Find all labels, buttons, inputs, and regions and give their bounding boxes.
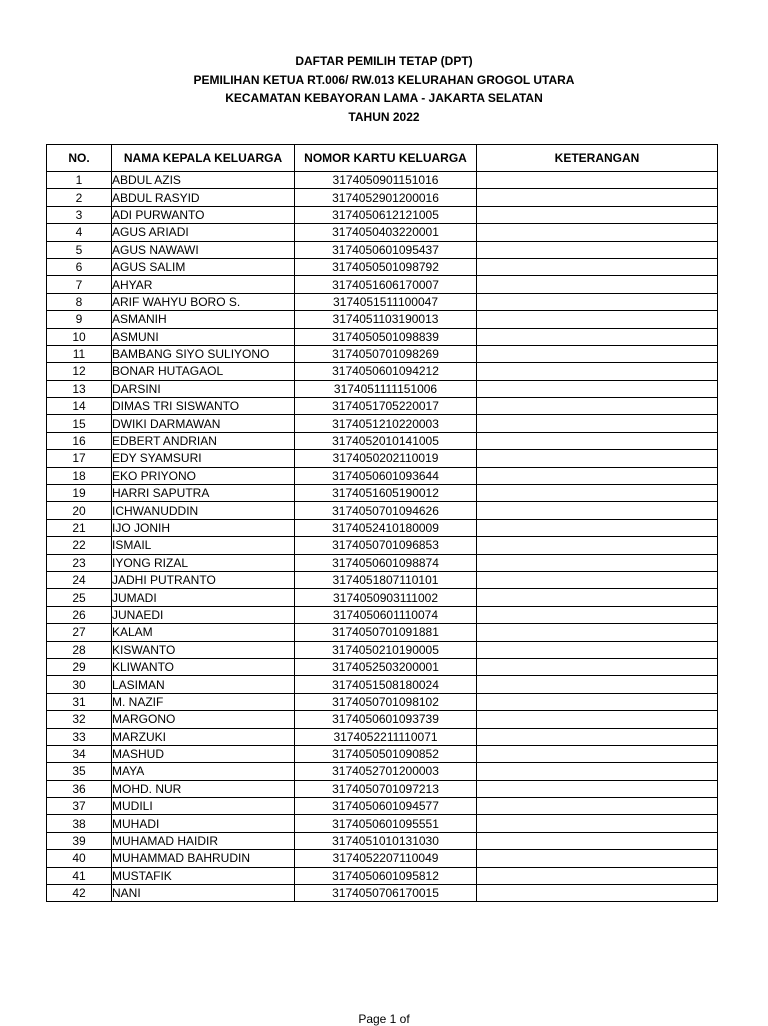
- remarks-cell: [477, 328, 718, 345]
- family-card-number-cell: 3174052010141005: [295, 432, 477, 449]
- head-of-family-name-cell: ASMUNI: [112, 328, 295, 345]
- table-row: [47, 832, 718, 849]
- table-body: [47, 172, 718, 902]
- family-card-number-cell: 3174050612121005: [295, 206, 477, 223]
- remarks-cell: [477, 432, 718, 449]
- head-of-family-name-cell: AHYAR: [112, 276, 295, 293]
- head-of-family-name-cell: MUHADI: [112, 815, 295, 832]
- head-of-family-name-cell: DWIKI DARMAWAN: [112, 415, 295, 432]
- title-line-2: PEMILIHAN KETUA RT.006/ RW.013 KELURAHAN GROGOL UTARA: [193, 72, 575, 87]
- head-of-family-name-cell: HARRI SAPUTRA: [112, 485, 295, 502]
- table-row: [47, 867, 718, 884]
- row-number-cell: 26: [47, 606, 112, 623]
- row-number-cell: 7: [47, 276, 112, 293]
- remarks-cell: [477, 206, 718, 223]
- table-row: [47, 763, 718, 780]
- table-row: [47, 658, 718, 675]
- family-card-number-cell: 3174052211110071: [295, 728, 477, 745]
- table-row: [47, 711, 718, 728]
- row-number-cell: 14: [47, 398, 112, 415]
- row-number-cell: 9: [47, 311, 112, 328]
- family-card-number-cell: 3174050701094626: [295, 502, 477, 519]
- table-row: [47, 571, 718, 588]
- row-number-cell: 24: [47, 571, 112, 588]
- remarks-cell: [477, 189, 718, 206]
- remarks-cell: [477, 885, 718, 902]
- remarks-cell: [477, 728, 718, 745]
- family-card-number-cell: 3174051111151006: [295, 380, 477, 397]
- remarks-cell: [477, 450, 718, 467]
- head-of-family-name-cell: JUNAEDI: [112, 606, 295, 623]
- row-number-cell: 11: [47, 345, 112, 362]
- row-number-cell: 5: [47, 241, 112, 258]
- table-row: [47, 311, 718, 328]
- remarks-cell: [477, 485, 718, 502]
- table-row: [47, 798, 718, 815]
- title-line-3: KECAMATAN KEBAYORAN LAMA - JAKARTA SELATAN: [225, 91, 543, 105]
- head-of-family-name-cell: ABDUL AZIS: [112, 172, 295, 189]
- remarks-cell: [477, 606, 718, 623]
- family-card-number-cell: 3174051511100047: [295, 293, 477, 310]
- table-row: [47, 780, 718, 797]
- family-card-number-cell: 3174050706170015: [295, 885, 477, 902]
- family-card-number-cell: 3174050601094212: [295, 363, 477, 380]
- head-of-family-name-cell: IJO JONIH: [112, 519, 295, 536]
- family-card-number-cell: 3174052901200016: [295, 189, 477, 206]
- remarks-cell: [477, 745, 718, 762]
- row-number-cell: 3: [47, 206, 112, 223]
- remarks-cell: [477, 850, 718, 867]
- remarks-cell: [477, 502, 718, 519]
- row-number-cell: 19: [47, 485, 112, 502]
- column-header-no: NO.: [47, 145, 112, 172]
- head-of-family-name-cell: EDBERT ANDRIAN: [112, 432, 295, 449]
- family-card-number-cell: 3174051605190012: [295, 485, 477, 502]
- row-number-cell: 22: [47, 537, 112, 554]
- remarks-cell: [477, 311, 718, 328]
- head-of-family-name-cell: M. NAZIF: [112, 693, 295, 710]
- table-row: [47, 885, 718, 902]
- table-row: [47, 624, 718, 641]
- family-card-number-cell: 3174050501090852: [295, 745, 477, 762]
- remarks-cell: [477, 380, 718, 397]
- family-card-number-cell: 3174050501098839: [295, 328, 477, 345]
- row-number-cell: 20: [47, 502, 112, 519]
- remarks-cell: [477, 798, 718, 815]
- table-row: [47, 502, 718, 519]
- family-card-number-cell: 3174050210190005: [295, 641, 477, 658]
- family-card-number-cell: 3174052503200001: [295, 658, 477, 675]
- table-row: [47, 485, 718, 502]
- table-row: [47, 606, 718, 623]
- row-number-cell: 38: [47, 815, 112, 832]
- family-card-number-cell: 3174050903111002: [295, 589, 477, 606]
- row-number-cell: 1: [47, 172, 112, 189]
- head-of-family-name-cell: LASIMAN: [112, 676, 295, 693]
- family-card-number-cell: 3174050601095437: [295, 241, 477, 258]
- head-of-family-name-cell: JADHI PUTRANTO: [112, 571, 295, 588]
- head-of-family-name-cell: MOHD. NUR: [112, 780, 295, 797]
- row-number-cell: 13: [47, 380, 112, 397]
- family-card-number-cell: 3174050701091881: [295, 624, 477, 641]
- head-of-family-name-cell: ABDUL RASYID: [112, 189, 295, 206]
- head-of-family-name-cell: MASHUD: [112, 745, 295, 762]
- table-header-row: [47, 145, 718, 172]
- table-row: [47, 728, 718, 745]
- head-of-family-name-cell: MUHAMAD HAIDIR: [112, 832, 295, 849]
- family-card-number-cell: 3174050501098792: [295, 258, 477, 275]
- head-of-family-name-cell: BONAR HUTAGAOL: [112, 363, 295, 380]
- row-number-cell: 34: [47, 745, 112, 762]
- table-row: [47, 206, 718, 223]
- row-number-cell: 4: [47, 224, 112, 241]
- table-row: [47, 519, 718, 536]
- family-card-number-cell: 3174051606170007: [295, 276, 477, 293]
- row-number-cell: 42: [47, 885, 112, 902]
- family-card-number-cell: 3174050701098102: [295, 693, 477, 710]
- family-card-number-cell: 3174051210220003: [295, 415, 477, 432]
- head-of-family-name-cell: ARIF WAHYU BORO S.: [112, 293, 295, 310]
- head-of-family-name-cell: MAYA: [112, 763, 295, 780]
- row-number-cell: 41: [47, 867, 112, 884]
- row-number-cell: 17: [47, 450, 112, 467]
- remarks-cell: [477, 519, 718, 536]
- table-row: [47, 189, 718, 206]
- head-of-family-name-cell: AGUS SALIM: [112, 258, 295, 275]
- row-number-cell: 15: [47, 415, 112, 432]
- row-number-cell: 8: [47, 293, 112, 310]
- document-title: [0, 52, 768, 126]
- table-row: [47, 589, 718, 606]
- table-row: [47, 641, 718, 658]
- family-card-number-cell: 3174051508180024: [295, 676, 477, 693]
- row-number-cell: 36: [47, 780, 112, 797]
- remarks-cell: [477, 571, 718, 588]
- head-of-family-name-cell: MARGONO: [112, 711, 295, 728]
- head-of-family-name-cell: NANI: [112, 885, 295, 902]
- remarks-cell: [477, 832, 718, 849]
- head-of-family-name-cell: MARZUKI: [112, 728, 295, 745]
- table-row: [47, 676, 718, 693]
- table-row: [47, 554, 718, 571]
- remarks-cell: [477, 624, 718, 641]
- row-number-cell: 29: [47, 658, 112, 675]
- row-number-cell: 16: [47, 432, 112, 449]
- row-number-cell: 10: [47, 328, 112, 345]
- remarks-cell: [477, 554, 718, 571]
- table-row: [47, 276, 718, 293]
- family-card-number-cell: 3174050601093644: [295, 467, 477, 484]
- row-number-cell: 6: [47, 258, 112, 275]
- remarks-cell: [477, 711, 718, 728]
- head-of-family-name-cell: KISWANTO: [112, 641, 295, 658]
- head-of-family-name-cell: MUSTAFIK: [112, 867, 295, 884]
- remarks-cell: [477, 345, 718, 362]
- row-number-cell: 40: [47, 850, 112, 867]
- title-line-1: DAFTAR PEMILIH TETAP (DPT): [295, 54, 473, 68]
- table-row: [47, 693, 718, 710]
- family-card-number-cell: 3174052207110049: [295, 850, 477, 867]
- family-card-number-cell: 3174050701098269: [295, 345, 477, 362]
- head-of-family-name-cell: DIMAS TRI SISWANTO: [112, 398, 295, 415]
- head-of-family-name-cell: EKO PRIYONO: [112, 467, 295, 484]
- head-of-family-name-cell: KALAM: [112, 624, 295, 641]
- remarks-cell: [477, 467, 718, 484]
- family-card-number-cell: 3174050601098874: [295, 554, 477, 571]
- remarks-cell: [477, 276, 718, 293]
- remarks-cell: [477, 398, 718, 415]
- column-header-keterangan: KETERANGAN: [477, 145, 718, 172]
- head-of-family-name-cell: ICHWANUDDIN: [112, 502, 295, 519]
- family-card-number-cell: 3174051103190013: [295, 311, 477, 328]
- remarks-cell: [477, 415, 718, 432]
- head-of-family-name-cell: IYONG RIZAL: [112, 554, 295, 571]
- table-row: [47, 398, 718, 415]
- row-number-cell: 21: [47, 519, 112, 536]
- family-card-number-cell: 3174052410180009: [295, 519, 477, 536]
- head-of-family-name-cell: BAMBANG SIYO SULIYONO: [112, 345, 295, 362]
- family-card-number-cell: 3174051807110101: [295, 571, 477, 588]
- family-card-number-cell: 3174051705220017: [295, 398, 477, 415]
- row-number-cell: 35: [47, 763, 112, 780]
- remarks-cell: [477, 258, 718, 275]
- family-card-number-cell: 3174050601110074: [295, 606, 477, 623]
- head-of-family-name-cell: KLIWANTO: [112, 658, 295, 675]
- table-row: [47, 172, 718, 189]
- row-number-cell: 23: [47, 554, 112, 571]
- table-row: [47, 850, 718, 867]
- table-row: [47, 432, 718, 449]
- head-of-family-name-cell: EDY SYAMSURI: [112, 450, 295, 467]
- remarks-cell: [477, 172, 718, 189]
- head-of-family-name-cell: AGUS NAWAWI: [112, 241, 295, 258]
- remarks-cell: [477, 293, 718, 310]
- head-of-family-name-cell: ISMAIL: [112, 537, 295, 554]
- remarks-cell: [477, 537, 718, 554]
- table-row: [47, 241, 718, 258]
- table-row: [47, 258, 718, 275]
- remarks-cell: [477, 363, 718, 380]
- family-card-number-cell: 3174050403220001: [295, 224, 477, 241]
- table-row: [47, 537, 718, 554]
- remarks-cell: [477, 241, 718, 258]
- table-row: [47, 380, 718, 397]
- head-of-family-name-cell: MUHAMMAD BAHRUDIN: [112, 850, 295, 867]
- family-card-number-cell: 3174050701097213: [295, 780, 477, 797]
- row-number-cell: 32: [47, 711, 112, 728]
- remarks-cell: [477, 658, 718, 675]
- column-header-nama: NAMA KEPALA KELUARGA: [112, 145, 295, 172]
- remarks-cell: [477, 867, 718, 884]
- table-row: [47, 450, 718, 467]
- head-of-family-name-cell: DARSINI: [112, 380, 295, 397]
- row-number-cell: 31: [47, 693, 112, 710]
- page-footer: Page 1 of: [358, 1012, 410, 1026]
- title-line-4: TAHUN 2022: [348, 109, 420, 124]
- row-number-cell: 27: [47, 624, 112, 641]
- family-card-number-cell: 3174050601093739: [295, 711, 477, 728]
- table-row: [47, 224, 718, 241]
- table-row: [47, 745, 718, 762]
- remarks-cell: [477, 676, 718, 693]
- head-of-family-name-cell: ADI PURWANTO: [112, 206, 295, 223]
- column-header-kk: NOMOR KARTU KELUARGA: [295, 145, 477, 172]
- voter-table: [46, 144, 718, 902]
- head-of-family-name-cell: JUMADI: [112, 589, 295, 606]
- row-number-cell: 25: [47, 589, 112, 606]
- table-row: [47, 293, 718, 310]
- head-of-family-name-cell: AGUS ARIADI: [112, 224, 295, 241]
- family-card-number-cell: 3174050601094577: [295, 798, 477, 815]
- family-card-number-cell: 3174050202110019: [295, 450, 477, 467]
- remarks-cell: [477, 589, 718, 606]
- row-number-cell: 39: [47, 832, 112, 849]
- remarks-cell: [477, 815, 718, 832]
- family-card-number-cell: 3174050901151016: [295, 172, 477, 189]
- family-card-number-cell: 3174050601095551: [295, 815, 477, 832]
- remarks-cell: [477, 763, 718, 780]
- table-row: [47, 467, 718, 484]
- row-number-cell: 30: [47, 676, 112, 693]
- table-row: [47, 363, 718, 380]
- row-number-cell: 33: [47, 728, 112, 745]
- table-row: [47, 328, 718, 345]
- remarks-cell: [477, 693, 718, 710]
- row-number-cell: 28: [47, 641, 112, 658]
- family-card-number-cell: 3174050601095812: [295, 867, 477, 884]
- row-number-cell: 37: [47, 798, 112, 815]
- row-number-cell: 18: [47, 467, 112, 484]
- head-of-family-name-cell: MUDILI: [112, 798, 295, 815]
- table-row: [47, 345, 718, 362]
- remarks-cell: [477, 224, 718, 241]
- remarks-cell: [477, 641, 718, 658]
- family-card-number-cell: 3174050701096853: [295, 537, 477, 554]
- family-card-number-cell: 3174051010131030: [295, 832, 477, 849]
- head-of-family-name-cell: ASMANIH: [112, 311, 295, 328]
- row-number-cell: 12: [47, 363, 112, 380]
- remarks-cell: [477, 780, 718, 797]
- table-row: [47, 815, 718, 832]
- family-card-number-cell: 3174052701200003: [295, 763, 477, 780]
- table-row: [47, 415, 718, 432]
- row-number-cell: 2: [47, 189, 112, 206]
